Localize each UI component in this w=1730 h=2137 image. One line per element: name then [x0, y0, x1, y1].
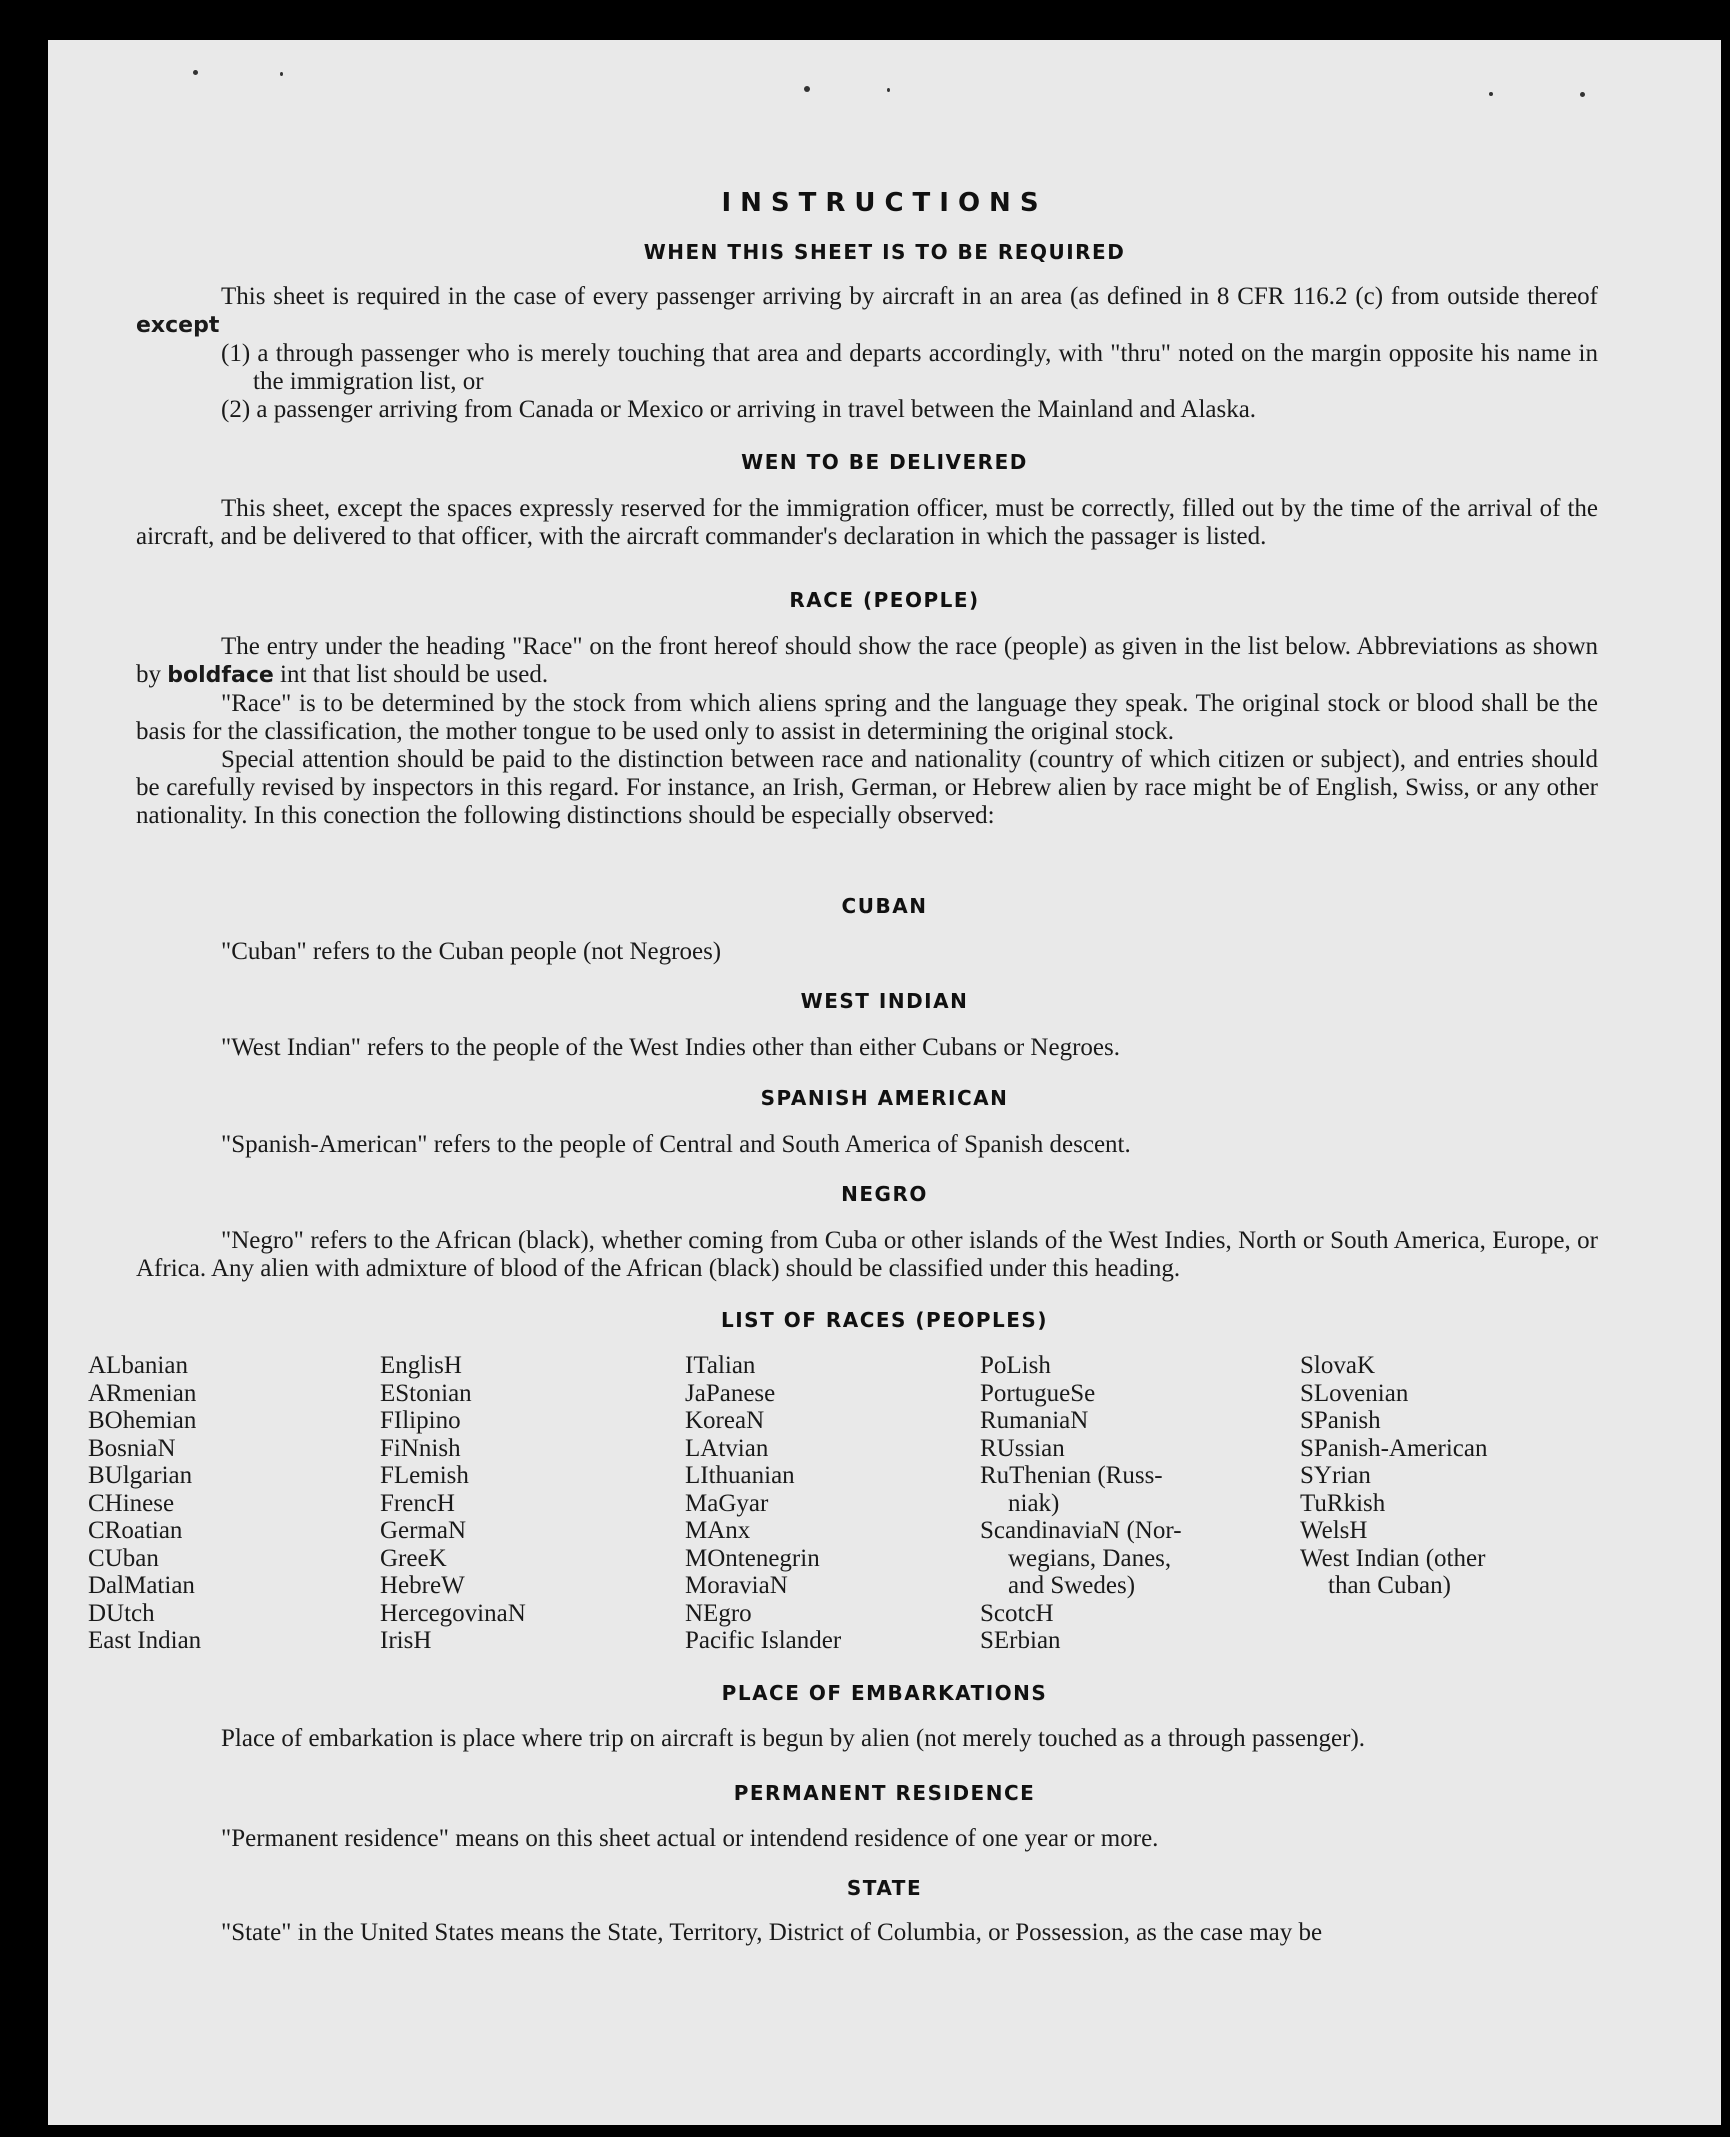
- race-entry: CHinese: [88, 1489, 175, 1517]
- race-entry-continued: niak): [1008, 1489, 1060, 1517]
- race-entry: LAtvian: [685, 1434, 769, 1462]
- heading-list-of-races: LIST OF RACES (PEOPLES): [721, 1308, 1048, 1332]
- paragraph: "Cuban" refers to the Cuban people (not Negroes): [221, 938, 722, 965]
- race-entry: MoraviaN: [685, 1572, 788, 1599]
- paragraph: "West Indian" refers to the people of the West Indies other than either Cubans or Negroes.: [221, 1034, 1120, 1061]
- bold-word: boldface: [167, 663, 274, 688]
- race-entry: MAnx: [685, 1517, 751, 1544]
- race-entry: GermaN: [380, 1517, 467, 1544]
- paragraph: Special attention should be paid to the distinction between race and nationality (country of which citizen or subject), and entries should be carefully revised by inspectors in this regard. For instance, an Irish, German, or Hebrew alien by race might be of English, Swiss, or any other nationality. In this conection the following distinctions should be especially observed:: [136, 746, 1598, 829]
- race-entry-continued: wegians, Danes,: [1008, 1544, 1172, 1572]
- race-entry: DUtch: [88, 1599, 155, 1627]
- heading-embarkation: PLACE OF EMBARKATIONS: [721, 1681, 1048, 1705]
- text: This sheet is required in the case of every passenger arriving by aircraft in an area (as defined in 8 CFR 116.2 (c) from outside thereof: [221, 283, 1598, 310]
- race-entry: FLemish: [380, 1462, 469, 1489]
- race-entry: SPanish: [1300, 1407, 1381, 1434]
- heading-state: STATE: [846, 1876, 923, 1900]
- race-entry: PortugueSe: [980, 1379, 1096, 1407]
- race-entry: ARmenian: [88, 1379, 197, 1407]
- section-west-indian: [136, 1034, 1598, 1062]
- paragraph: This sheet, except the spaces expressly reserved for the immigration officer, must be correctly, filled out by the time of the arrival of the aircraft, and be delivered to that officer, with the aircraft commander's declaration in which the passager is listed.: [136, 495, 1598, 550]
- race-entry: SlovaK: [1300, 1352, 1375, 1379]
- heading-permanent-residence: PERMANENT RESIDENCE: [733, 1781, 1036, 1805]
- section-race: [136, 633, 1598, 830]
- races-column-2: [380, 1352, 526, 1655]
- heading-spanish-american: SPANISH AMERICAN: [760, 1086, 1009, 1110]
- race-entry: HercegovinaN: [380, 1599, 526, 1627]
- paragraph: [136, 633, 1598, 690]
- race-entry: TuRkish: [1300, 1489, 1386, 1517]
- race-entry: West Indian (other: [1300, 1544, 1486, 1572]
- scan-speck: [1489, 92, 1493, 96]
- race-entry: SErbian: [980, 1627, 1061, 1654]
- race-entry: DalMatian: [88, 1572, 195, 1599]
- page-title: INSTRUCTIONS: [721, 188, 1048, 218]
- bold-word: except: [136, 313, 220, 338]
- scan-speck: [193, 70, 198, 75]
- document-sheet: [48, 40, 1721, 2125]
- race-entry: WelsH: [1300, 1517, 1368, 1544]
- race-entry: IrisH: [380, 1627, 432, 1654]
- scan-speck: [1580, 92, 1585, 97]
- races-column-4: [980, 1352, 1182, 1655]
- race-entry: LIthuanian: [685, 1462, 795, 1489]
- scan-speck: [280, 72, 283, 76]
- races-column-5: [1300, 1352, 1487, 1600]
- section-permanent-residence: [136, 1825, 1598, 1853]
- section-when-delivered: [136, 495, 1598, 551]
- race-entry: NEgro: [685, 1599, 752, 1627]
- section-negro: [136, 1227, 1598, 1283]
- race-entry: EStonian: [380, 1379, 472, 1407]
- heading-race: RACE (PEOPLE): [789, 588, 980, 612]
- race-entry: RUssian: [980, 1434, 1065, 1462]
- race-entry: ScotcH: [980, 1599, 1054, 1627]
- race-entry: BUlgarian: [88, 1462, 193, 1489]
- race-entry: PoLish: [980, 1352, 1051, 1379]
- paragraph: "Race" is to be determined by the stock from which aliens spring and the language they speak. The original stock or blood shall be the basis for the classification, the mother tongue to be used only to assist in determining the original stock.: [136, 690, 1598, 745]
- race-entry-continued: than Cuban): [1328, 1572, 1451, 1599]
- race-entry: BOhemian: [88, 1407, 197, 1434]
- section-state: [136, 1919, 1598, 1947]
- paragraph: "Negro" refers to the African (black), whether coming from Cuba or other islands of the West Indies, North or South America, Europe, or Africa. Any alien with admixture of blood of the African (black) should be classified under this heading.: [136, 1227, 1598, 1282]
- race-entry: KoreaN: [685, 1407, 765, 1434]
- paragraph: "Spanish-American" refers to the people of Central and South America of Spanish descent.: [221, 1131, 1131, 1158]
- race-entry: FIlipino: [380, 1407, 461, 1434]
- race-entry: BosniaN: [88, 1434, 176, 1462]
- race-entry: FiNnish: [380, 1434, 461, 1462]
- race-entry: EnglisH: [380, 1352, 462, 1379]
- race-entry: East Indian: [88, 1627, 202, 1654]
- race-entry: MOntenegrin: [685, 1544, 820, 1572]
- scan-speck: [887, 88, 890, 92]
- list-item: (1) a through passenger who is merely touching that area and departs accordingly, with "thru" noted on the margin opposite his name in the immigration list, or: [221, 340, 1598, 395]
- races-column-3: [685, 1352, 841, 1655]
- list-item: (2) a passenger arriving from Canada or Mexico or arriving in travel between the Mainland and Alaska.: [221, 396, 1257, 423]
- section-spanish-american: [136, 1131, 1598, 1159]
- race-entry: FrencH: [380, 1489, 455, 1517]
- race-entry: GreeK: [380, 1544, 447, 1572]
- text: The entry under the heading "Race" on the front hereof should show the race (people) as given in the list below. Abbreviations as shown by: [136, 633, 1598, 688]
- section-when-required: [136, 283, 1598, 424]
- heading-cuban: CUBAN: [841, 894, 928, 918]
- race-entry: RumaniaN: [980, 1407, 1089, 1434]
- heading-negro: NEGRO: [841, 1182, 928, 1206]
- race-entry-continued: and Swedes): [1008, 1572, 1136, 1599]
- race-entry: HebreW: [380, 1572, 465, 1599]
- paragraph: [136, 283, 1598, 340]
- race-entry: ALbanian: [88, 1352, 188, 1379]
- race-entry: MaGyar: [685, 1489, 769, 1517]
- race-entry: SYrian: [1300, 1462, 1371, 1489]
- race-entry: ITalian: [685, 1352, 756, 1379]
- race-entry: SPanish-American: [1300, 1434, 1488, 1462]
- section-cuban: [136, 938, 1598, 966]
- race-entry: CRoatian: [88, 1517, 183, 1544]
- races-column-1: [88, 1352, 201, 1655]
- race-entry: SLovenian: [1300, 1379, 1409, 1407]
- paragraph: "State" in the United States means the State, Territory, District of Columbia, or Possession, as the case may be: [221, 1919, 1323, 1946]
- race-entry: Pacific Islander: [685, 1627, 842, 1654]
- text: int that list should be used.: [280, 661, 549, 688]
- race-entry: ScandinaviaN (Nor-: [980, 1517, 1182, 1544]
- race-entry: CUban: [88, 1544, 159, 1572]
- heading-when-delivered: WEN TO BE DELIVERED: [741, 450, 1028, 474]
- scan-speck: [804, 86, 810, 92]
- section-embarkation: [136, 1725, 1598, 1753]
- race-entry: JaPanese: [685, 1379, 776, 1407]
- paragraph: Place of embarkation is place where trip on aircraft is begun by alien (not merely touched as a through passenger).: [221, 1725, 1366, 1752]
- paragraph: "Permanent residence" means on this sheet actual or intendend residence of one year or more.: [221, 1825, 1159, 1852]
- heading-when-required: WHEN THIS SHEET IS TO BE REQUIRED: [643, 240, 1126, 264]
- race-entry: RuThenian (Russ-: [980, 1462, 1163, 1489]
- heading-west-indian: WEST INDIAN: [800, 989, 969, 1013]
